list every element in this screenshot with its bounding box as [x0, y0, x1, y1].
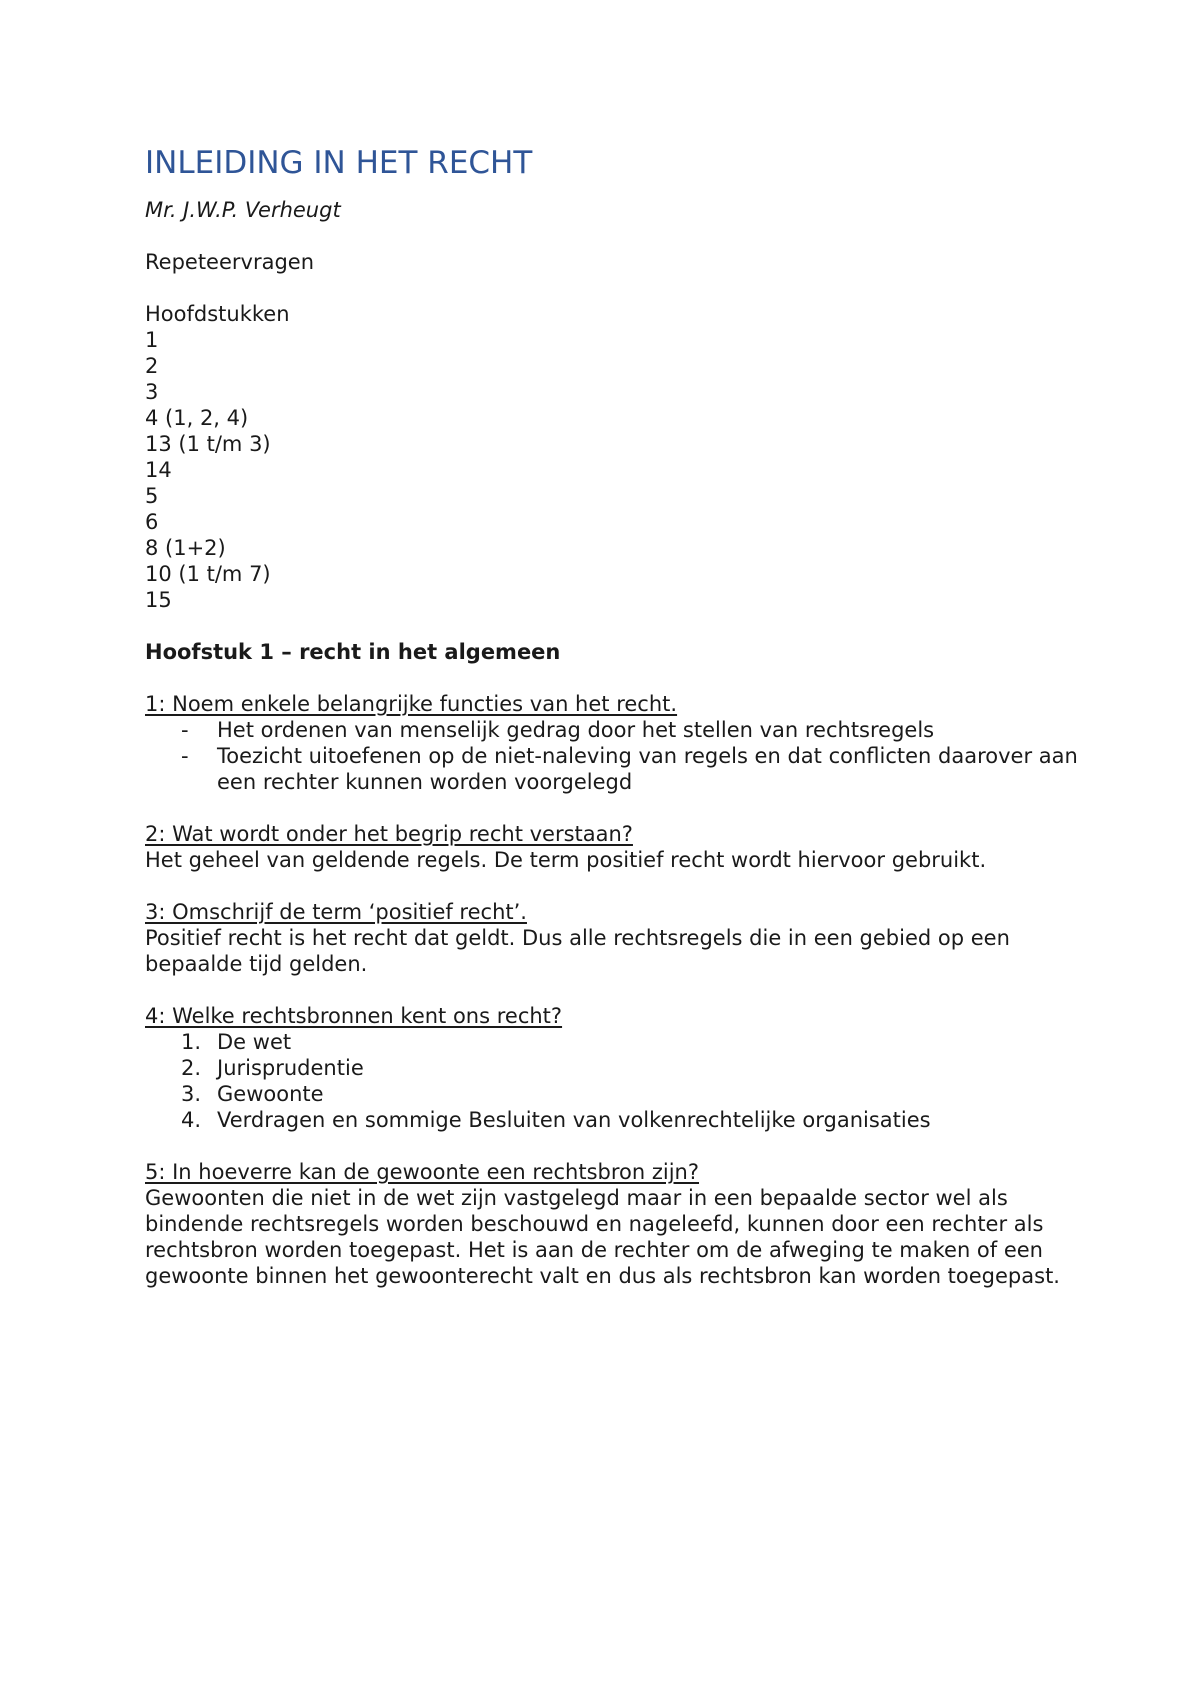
question-block	[145, 821, 1085, 873]
chapter-item: 6	[145, 510, 159, 534]
list-item	[145, 1107, 1085, 1133]
document-body	[145, 249, 1085, 1289]
section-heading: Hoofstuk 1 – recht in het algemeen	[145, 640, 561, 664]
list-item-text: Toezicht uitoefenen op de niet-naleving van regels en dat conflicten daarover aan een rechter kunnen worden voorgelegd	[217, 744, 1078, 794]
document-subtitle: Repeteervragen	[145, 250, 315, 274]
list-number: 4.	[181, 1108, 202, 1132]
question-block	[145, 691, 1085, 795]
bullet-list	[145, 717, 1085, 795]
list-item	[145, 717, 1085, 743]
chapter-item: 1	[145, 328, 159, 352]
list-item-text: Jurisprudentie	[217, 1056, 364, 1080]
chapter-item: 13 (1 t/m 3)	[145, 432, 271, 456]
dash-bullet-icon: -	[181, 718, 189, 742]
list-number: 3.	[181, 1082, 202, 1106]
answer-text: Het geheel van geldende regels. De term positief recht wordt hiervoor gebruikt.	[145, 848, 987, 872]
question-block	[145, 899, 1085, 977]
list-item	[145, 743, 1085, 795]
chapter-item: 3	[145, 380, 159, 404]
chapter-item: 2	[145, 354, 159, 378]
list-item-text: Verdragen en sommige Besluiten van volkenrechtelijke organisaties	[217, 1108, 931, 1132]
numbered-list	[145, 1029, 1085, 1133]
list-number: 1.	[181, 1030, 202, 1054]
list-item	[145, 1055, 1085, 1081]
chapter-list	[145, 327, 1085, 613]
list-item	[145, 1029, 1085, 1055]
question-text: 3: Omschrijf de term ‘positief recht’.	[145, 900, 527, 924]
list-item-text: Gewoonte	[217, 1082, 324, 1106]
list-item	[145, 1081, 1085, 1107]
chapter-item: 14	[145, 458, 172, 482]
chapter-item: 8 (1+2)	[145, 536, 226, 560]
answer-text: Gewoonten die niet in de wet zijn vastgelegd maar in een bepaalde sector wel als bindende rechtsregels worden beschouwd en nageleefd, kunnen door een rechter als rechtsbron worden toegepast. Het is aan de rechter om de afweging te maken of een gewoonte binnen het gewoonterecht valt en dus als rechtsbron kan worden toegepast.	[145, 1186, 1060, 1288]
question-text: 2: Wat wordt onder het begrip recht verstaan?	[145, 822, 633, 846]
list-item-text: De wet	[217, 1030, 292, 1054]
chapter-item: 5	[145, 484, 159, 508]
question-text: 4: Welke rechtsbronnen kent ons recht?	[145, 1004, 563, 1028]
question-block	[145, 1159, 1085, 1289]
question-text: 1: Noem enkele belangrijke functies van het recht.	[145, 692, 678, 716]
document-title: INLEIDING IN HET RECHT	[145, 145, 533, 181]
chapters-label: Hoofdstukken	[145, 302, 290, 326]
list-item-text: Het ordenen van menselijk gedrag door het stellen van rechtsregels	[217, 718, 935, 742]
chapter-item: 4 (1, 2, 4)	[145, 406, 249, 430]
chapter-item: 10 (1 t/m 7)	[145, 562, 271, 586]
document-author: Mr. J.W.P. Verheugt	[145, 198, 341, 222]
question-block	[145, 1003, 1085, 1133]
list-number: 2.	[181, 1056, 202, 1080]
answer-text: Positief recht is het recht dat geldt. Dus alle rechtsregels die in een gebied op een bepaalde tijd gelden.	[145, 926, 1010, 976]
chapter-item: 15	[145, 588, 172, 612]
dash-bullet-icon: -	[181, 744, 189, 768]
question-text: 5: In hoeverre kan de gewoonte een rechtsbron zijn?	[145, 1160, 700, 1184]
